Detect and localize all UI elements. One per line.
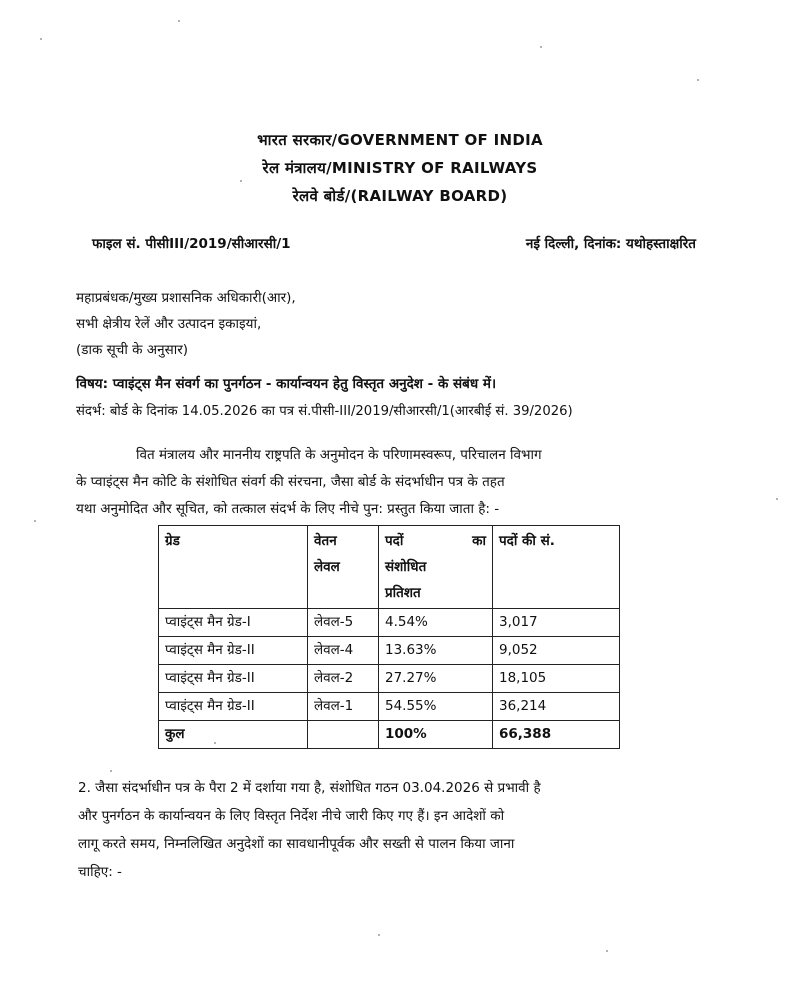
cell-grade: प्वाइंट्स मैन ग्रेड-II bbox=[159, 665, 308, 693]
scan-speck bbox=[776, 498, 778, 500]
cell-total-posts: 66,388 bbox=[493, 721, 620, 749]
header-pay-level bbox=[308, 526, 379, 609]
header-posts: पदों की सं. bbox=[493, 526, 620, 609]
file-number: फाइल सं. पीसीIII/2019/सीआरसी/1 bbox=[92, 236, 291, 252]
addressee-line: सभी क्षेत्रीय रेलें और उत्पादन इकाइयां, bbox=[76, 316, 262, 332]
paragraph-line: 2. जैसा संदर्भाधीन पत्र के पैरा 2 में दर्शाया गया है, संशोधित गठन 03.04.2026 से प्रभावी है bbox=[78, 780, 541, 796]
header-grade: ग्रेड bbox=[159, 526, 308, 609]
paragraph-line: यथा अनुमोदित और सूचित, को तत्काल संदर्भ के लिए नीचे पुन: प्रस्तुत किया जाता है: - bbox=[76, 501, 500, 517]
scan-speck bbox=[110, 770, 112, 772]
cell-level: लेवल-1 bbox=[308, 693, 379, 721]
table-row bbox=[159, 665, 620, 693]
cell-level: लेवल-5 bbox=[308, 609, 379, 637]
paragraph-line: लागू करते समय, निम्नलिखित अनुदेशों का सावधानीपूर्वक और सख्ती से पालन किया जाना bbox=[78, 836, 515, 852]
paragraph-line: के प्वाइंट्स मैन कोटि के संशोधित संवर्ग की संरचना, जैसा बोर्ड के संदर्भाधीन पत्र के तहत bbox=[76, 474, 505, 490]
cell-grade: प्वाइंट्स मैन ग्रेड-II bbox=[159, 693, 308, 721]
cell-percentage: 27.27% bbox=[379, 665, 493, 693]
cell-percentage: 4.54% bbox=[379, 609, 493, 637]
table-row bbox=[159, 693, 620, 721]
cell-posts: 9,052 bbox=[493, 637, 620, 665]
cell-grade: प्वाइंट्स मैन ग्रेड-II bbox=[159, 637, 308, 665]
letterhead bbox=[0, 126, 800, 210]
cell-posts: 3,017 bbox=[493, 609, 620, 637]
scan-speck bbox=[540, 46, 542, 48]
table-header-row bbox=[159, 526, 620, 609]
table-row bbox=[159, 609, 620, 637]
letterhead-govt: भारत सरकार/GOVERNMENT OF INDIA bbox=[257, 131, 543, 149]
place-date: नई दिल्ली, दिनांक: यथोहस्ताक्षरित bbox=[525, 236, 696, 252]
scan-speck bbox=[697, 79, 699, 81]
paragraph-2 bbox=[78, 774, 722, 886]
header-text: लेवल bbox=[314, 559, 340, 575]
table-total-row bbox=[159, 721, 620, 749]
cell-total-label: कुल bbox=[159, 721, 308, 749]
paragraph-line: वित मंत्रालय और माननीय राष्ट्रपति के अनुमोदन के परिणामस्वरूप, परिचालन विभाग bbox=[136, 447, 542, 463]
cell-level: लेवल-4 bbox=[308, 637, 379, 665]
header-text: प्रतिशत bbox=[385, 585, 421, 601]
paragraph-1 bbox=[76, 442, 716, 523]
letterhead-ministry: रेल मंत्रालय/MINISTRY OF RAILWAYS bbox=[262, 159, 538, 177]
scan-speck bbox=[40, 38, 42, 40]
header-percentage bbox=[379, 526, 493, 609]
cell-posts: 18,105 bbox=[493, 665, 620, 693]
letterhead-board: रेलवे बोर्ड/(RAILWAY BOARD) bbox=[292, 187, 508, 205]
cadre-table bbox=[158, 525, 620, 749]
cell-percentage: 13.63% bbox=[379, 637, 493, 665]
cell-posts: 36,214 bbox=[493, 693, 620, 721]
addressee-block bbox=[76, 285, 296, 363]
subject-line: विषय: प्वाइंट्स मैन संवर्ग का पुनर्गठन - कार्यान्वयन हेतु विस्तृत अनुदेश - के संबंध में। bbox=[76, 376, 497, 392]
cell-total-level bbox=[308, 721, 379, 749]
addressee-line: महाप्रबंधक/मुख्य प्रशासनिक अधिकारी(आर), bbox=[76, 290, 296, 306]
paragraph-line: चाहिए: - bbox=[78, 864, 122, 880]
reference-line: संदर्भ: बोर्ड के दिनांक 14.05.2026 का पत्र सं.पीसी-III/2019/सीआरसी/1(आरबीई सं. 39/2026) bbox=[76, 404, 573, 419]
scan-speck bbox=[378, 934, 380, 936]
file-date-line bbox=[92, 234, 696, 252]
scan-speck bbox=[34, 520, 36, 522]
paragraph-line: और पुनर्गठन के कार्यान्वयन के लिए विस्तृत निर्देश नीचे जारी किए गए हैं। इन आदेशों को bbox=[78, 808, 505, 824]
scan-speck bbox=[606, 950, 608, 952]
header-text: पदों bbox=[385, 533, 404, 549]
cell-percentage: 54.55% bbox=[379, 693, 493, 721]
table-row bbox=[159, 637, 620, 665]
cell-level: लेवल-2 bbox=[308, 665, 379, 693]
header-text: संशोधित bbox=[385, 559, 427, 575]
addressee-line: (डाक सूची के अनुसार) bbox=[76, 342, 189, 358]
header-text: वेतन bbox=[314, 533, 337, 549]
header-text: का bbox=[472, 533, 486, 549]
scan-speck bbox=[178, 20, 180, 22]
cell-total-percentage: 100% bbox=[379, 721, 493, 749]
cell-grade: प्वाइंट्स मैन ग्रेड-I bbox=[159, 609, 308, 637]
